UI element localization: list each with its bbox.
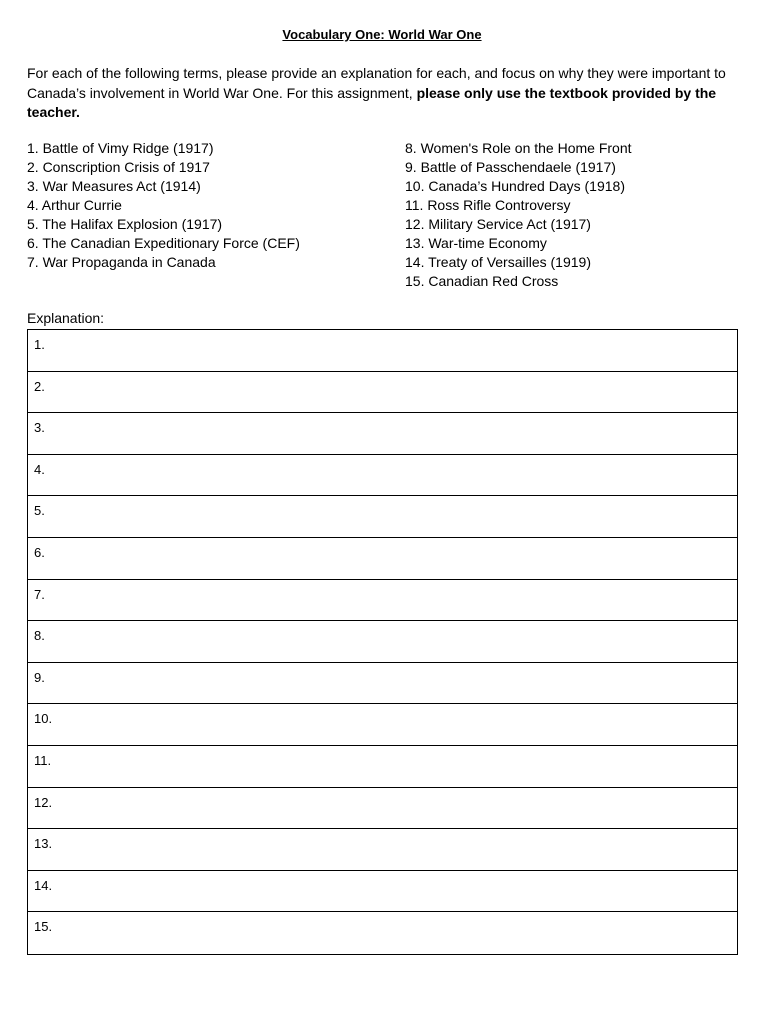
row-number: 7. <box>34 586 45 602</box>
explanation-row-15[interactable] <box>28 912 737 954</box>
row-number: 12. <box>34 794 53 810</box>
row-number: 4. <box>34 461 45 477</box>
terms-list-right <box>405 139 632 291</box>
term-item: 15. Canadian Red Cross <box>405 273 559 289</box>
explanation-row-2[interactable] <box>28 372 737 414</box>
term-item: 10. Canada’s Hundred Days (1918) <box>405 178 625 194</box>
row-number: 8. <box>34 628 45 644</box>
explanation-row-11[interactable] <box>28 746 737 788</box>
instructions-paragraph <box>27 64 739 123</box>
term-item: 4. Arthur Currie <box>27 197 122 213</box>
term-item: 13. War-time Economy <box>405 235 547 251</box>
row-number: 1. <box>34 337 45 352</box>
explanation-row-3[interactable] <box>28 413 737 455</box>
row-number: 9. <box>34 669 45 685</box>
explanation-row-5[interactable] <box>28 496 737 538</box>
explanation-row-1[interactable] <box>28 330 737 372</box>
row-number: 5. <box>34 503 45 519</box>
row-number: 10. <box>34 711 53 727</box>
explanation-table <box>27 329 738 955</box>
term-item: 9. Battle of Passchendaele (1917) <box>405 159 616 175</box>
explanation-row-13[interactable] <box>28 829 737 871</box>
explanation-row-4[interactable] <box>28 455 737 497</box>
term-item: 14. Treaty of Versailles (1919) <box>405 254 591 270</box>
explanation-row-6[interactable] <box>28 538 737 580</box>
row-number: 15. <box>34 919 53 935</box>
row-number: 13. <box>34 836 53 852</box>
term-item: 11. Ross Rifle Controversy <box>405 197 571 213</box>
term-item: 1. Battle of Vimy Ridge (1917) <box>27 140 214 156</box>
term-item: 2. Conscription Crisis of 1917 <box>27 159 210 175</box>
explanation-label: Explanation: <box>27 310 105 326</box>
instructions-text: For each of the following terms, please provide an explanation for each, and focus on why they were important to Canada’s involvement in World War One. For this assignment, <box>27 65 726 101</box>
page-title: Vocabulary One: World War One <box>282 27 482 42</box>
explanation-row-7[interactable] <box>28 580 737 622</box>
instructions-bold-text: please only use the textbook provided by the teacher. <box>27 84 717 120</box>
explanation-row-8[interactable] <box>28 621 737 663</box>
term-item: 12. Military Service Act (1917) <box>405 216 591 232</box>
explanation-row-9[interactable] <box>28 663 737 705</box>
row-number: 6. <box>34 544 45 560</box>
explanation-row-10[interactable] <box>28 704 737 746</box>
explanation-row-14[interactable] <box>28 871 737 913</box>
term-item: 6. The Canadian Expeditionary Force (CEF) <box>27 235 300 251</box>
row-number: 3. <box>34 420 45 436</box>
term-item: 5. The Halifax Explosion (1917) <box>27 216 223 232</box>
terms-list-left <box>27 139 300 272</box>
term-item: 7. War Propaganda in Canada <box>27 254 216 270</box>
row-number: 11. <box>34 752 52 768</box>
term-item: 8. Women's Role on the Home Front <box>405 140 632 156</box>
row-number: 14. <box>34 877 53 893</box>
row-number: 2. <box>34 378 45 394</box>
term-item: 3. War Measures Act (1914) <box>27 178 201 194</box>
explanation-row-12[interactable] <box>28 788 737 830</box>
